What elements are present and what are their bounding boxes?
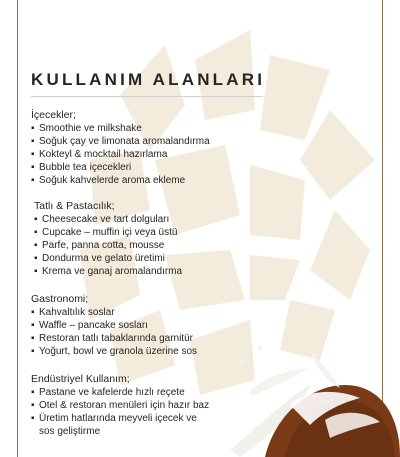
bullet-icon: ▪ (31, 307, 35, 318)
list-item-text: Restoran tatlı tabaklarında garnitür (39, 333, 193, 344)
list-item (31, 399, 209, 412)
list-item (31, 319, 197, 332)
list-item (34, 213, 182, 226)
list-item-text: Krema ve ganaj aromalandırma (42, 266, 183, 277)
list-item-text: sos geliştirme (39, 426, 101, 437)
list-item-text: Waffle – pancake sosları (39, 320, 148, 331)
list-item (31, 425, 209, 438)
bullet-icon: ▪ (31, 136, 35, 147)
section-heading: Gastronomi; (31, 293, 89, 305)
section-gastronomi (31, 293, 197, 358)
list-item (31, 174, 210, 187)
bullet-icon: ▪ (31, 175, 35, 186)
list-item (31, 332, 197, 345)
list-item (31, 386, 209, 399)
section-icecekler (31, 109, 210, 187)
bullet-icon: ▪ (34, 227, 38, 238)
list-item (34, 239, 182, 252)
list-item-text: Cheesecake ve tart dolguları (42, 214, 170, 225)
bullet-icon: ▪ (34, 214, 38, 225)
title-underline (31, 96, 263, 97)
list-item (31, 148, 210, 161)
bullet-icon: ▪ (31, 162, 35, 173)
bullet-icon: ▪ (31, 123, 35, 134)
bullet-icon: ▪ (31, 320, 35, 331)
list-item (31, 161, 210, 174)
section-tatli-pastacilik (34, 200, 182, 278)
section-heading: İçecekler; (31, 109, 76, 121)
list-item (34, 265, 182, 278)
list-item-text: Kokteyl & mocktail hazırlama (39, 149, 168, 160)
list-item (31, 306, 197, 319)
bullet-icon: ▪ (31, 149, 35, 160)
list-item (31, 122, 210, 135)
list-item-text: Otel & restoran menüleri için hazır baz (39, 400, 210, 411)
bullet-icon: ▪ (34, 253, 38, 264)
list-item-text: Yoğurt, bowl ve granola üzerine sos (39, 346, 198, 357)
list-item-text: Soğuk kahvelerde aroma ekleme (39, 175, 186, 186)
section-heading: Endüstriyel Kullanım; (31, 373, 130, 385)
section-heading: Tatlı & Pastacılık; (34, 200, 115, 212)
list-item-text: Cupcake – muffin içi veya üstü (42, 227, 178, 238)
bullet-icon: ▪ (31, 400, 35, 411)
list-item (34, 226, 182, 239)
list-item-text: Soğuk çay ve limonata aromalandırma (39, 136, 210, 147)
list-item-text: Parfe, panna cotta, mousse (42, 240, 165, 251)
bullet-icon: ▪ (31, 387, 35, 398)
section-endustriyel-kullanim (31, 373, 209, 438)
page-title: KULLANIM ALANLARI (31, 70, 266, 89)
bullet-icon: ▪ (34, 240, 38, 251)
bullet-icon: ▪ (34, 266, 38, 277)
list-item (31, 135, 210, 148)
list-item (31, 345, 197, 358)
list-item-text: Dondurma ve gelato üretimi (42, 253, 165, 264)
list-item-text: Üretim hatlarında meyveli içecek ve (39, 413, 197, 424)
list-item-text: Kahvaltılık soslar (39, 307, 115, 318)
bullet-icon: ▪ (31, 346, 35, 357)
coconut-milk-splash-image (230, 330, 400, 457)
bullet-icon: ▪ (31, 333, 35, 344)
list-item (31, 412, 209, 425)
bullet-icon: ▪ (31, 413, 35, 424)
list-item (34, 252, 182, 265)
list-item-text: Pastane ve kafelerde hızlı reçete (39, 387, 185, 398)
list-item-text: Bubble tea içecekleri (39, 162, 132, 173)
list-item-text: Smoothie ve milkshake (39, 123, 142, 134)
